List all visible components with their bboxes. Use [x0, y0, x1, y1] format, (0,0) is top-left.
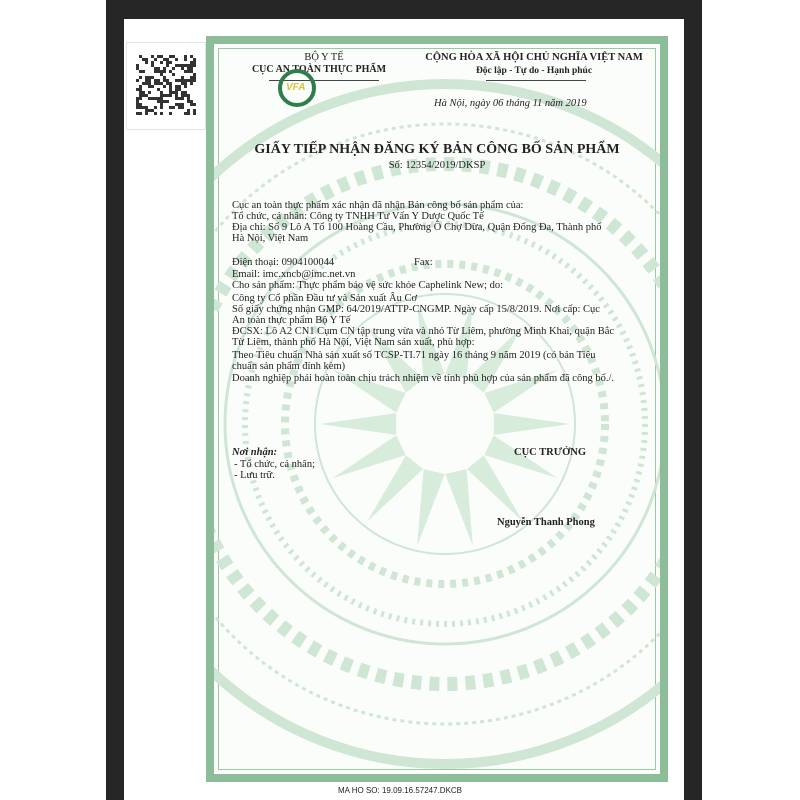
star-ray: [494, 413, 570, 435]
body-line: Hà Nội, Việt Nam: [232, 233, 309, 244]
country-name: CỘNG HÒA XÃ HỘI CHỦ NGHĨA VIỆT NAM: [425, 52, 643, 63]
issue-date: Hà Nội, ngày 06 tháng 11 năm 2019: [434, 98, 587, 109]
body-line: Cho sản phẩm: Thực phẩm bảo vệ sức khỏe Caphelink New; do:: [232, 280, 504, 291]
recipient-item: - Lưu trữ.: [234, 470, 275, 481]
qr-code: [126, 42, 206, 130]
body-line: Số giấy chứng nhận GMP: 64/2019/ATTP-CNGMP. Ngày cấp 15/8/2019. Nơi cấp: Cục: [232, 304, 600, 315]
certificate-frame: [206, 36, 668, 782]
star-ray: [467, 455, 523, 521]
agency-name: CỤC AN TOÀN THỰC PHẨM: [251, 64, 387, 75]
motto: Độc lập - Tự do - Hạnh phúc: [475, 66, 593, 76]
signer-title: CỤC TRƯỞNG: [514, 447, 587, 458]
body-line: An toàn thực phẩm Bộ Y Tế: [232, 315, 351, 326]
recipient-item: - Tổ chức, cá nhân;: [234, 459, 316, 470]
recipients-label: Nơi nhận:: [232, 447, 278, 458]
qr-code-pattern: [136, 55, 196, 115]
body-line: Công ty Cổ phần Đầu tư và Sản xuất Âu Cơ: [232, 293, 418, 304]
star-ray: [332, 435, 405, 478]
vfa-logo-text: VFA: [286, 82, 306, 93]
dossier-code: MA HO SO: 19.09.16.57247.DKCB: [337, 786, 463, 795]
document-number: Số: 12354/2019/DKSP: [388, 160, 486, 171]
body-line: chuẩn sản phẩm đính kèm): [232, 361, 346, 372]
fax-label: Fax:: [414, 257, 433, 268]
vfa-logo: [278, 69, 316, 107]
divider: [486, 80, 586, 81]
body-line: Địa chỉ: Số 9 Lô A Tổ 100 Hoàng Cầu, Phường Ô Chợ Dừa, Quận Đống Đa, Thành phố: [232, 222, 602, 233]
body-line: Cục an toàn thực phẩm xác nhận đã nhận Bản công bố sản phẩm của:: [232, 200, 524, 211]
ministry-name: BỘ Y TẾ: [304, 52, 344, 63]
body-line: Doanh nghiệp phải hoàn toàn chịu trách nhiệm về tính phù hợp của sản phẩm đã công bố./.: [232, 373, 614, 384]
body-line: Điện thoại: 0904100044: [232, 257, 335, 268]
star-ray: [445, 469, 473, 546]
body-line: Email: imc.xncb@imc.net.vn: [232, 269, 356, 280]
body-line: ĐCSX: Lô A2 CN1 Cụm CN tập trung vừa và nhỏ Từ Liêm, phường Minh Khai, quận Bắc: [232, 326, 615, 337]
body-line: Tổ chức, cá nhân: Công ty TNHH Tư Vấn Y Dược Quốc Tế: [232, 211, 484, 222]
body-line: Theo Tiêu chuẩn Nhà sản xuất số TCSP-TI.71 ngày 16 tháng 9 năm 2019 (có bản Tiêu: [232, 350, 596, 361]
document-title: GIẤY TIẾP NHẬN ĐĂNG KÝ BẢN CÔNG BỐ SẢN PHẨM: [254, 142, 620, 157]
body-line: Từ Liêm, thành phố Hà Nội, Việt Nam sản xuất, phù hợp:: [232, 337, 475, 348]
signer-name: Nguyễn Thanh Phong: [497, 517, 595, 528]
star-ray: [417, 469, 445, 546]
star-ray: [367, 455, 423, 521]
star-ray: [320, 413, 396, 435]
